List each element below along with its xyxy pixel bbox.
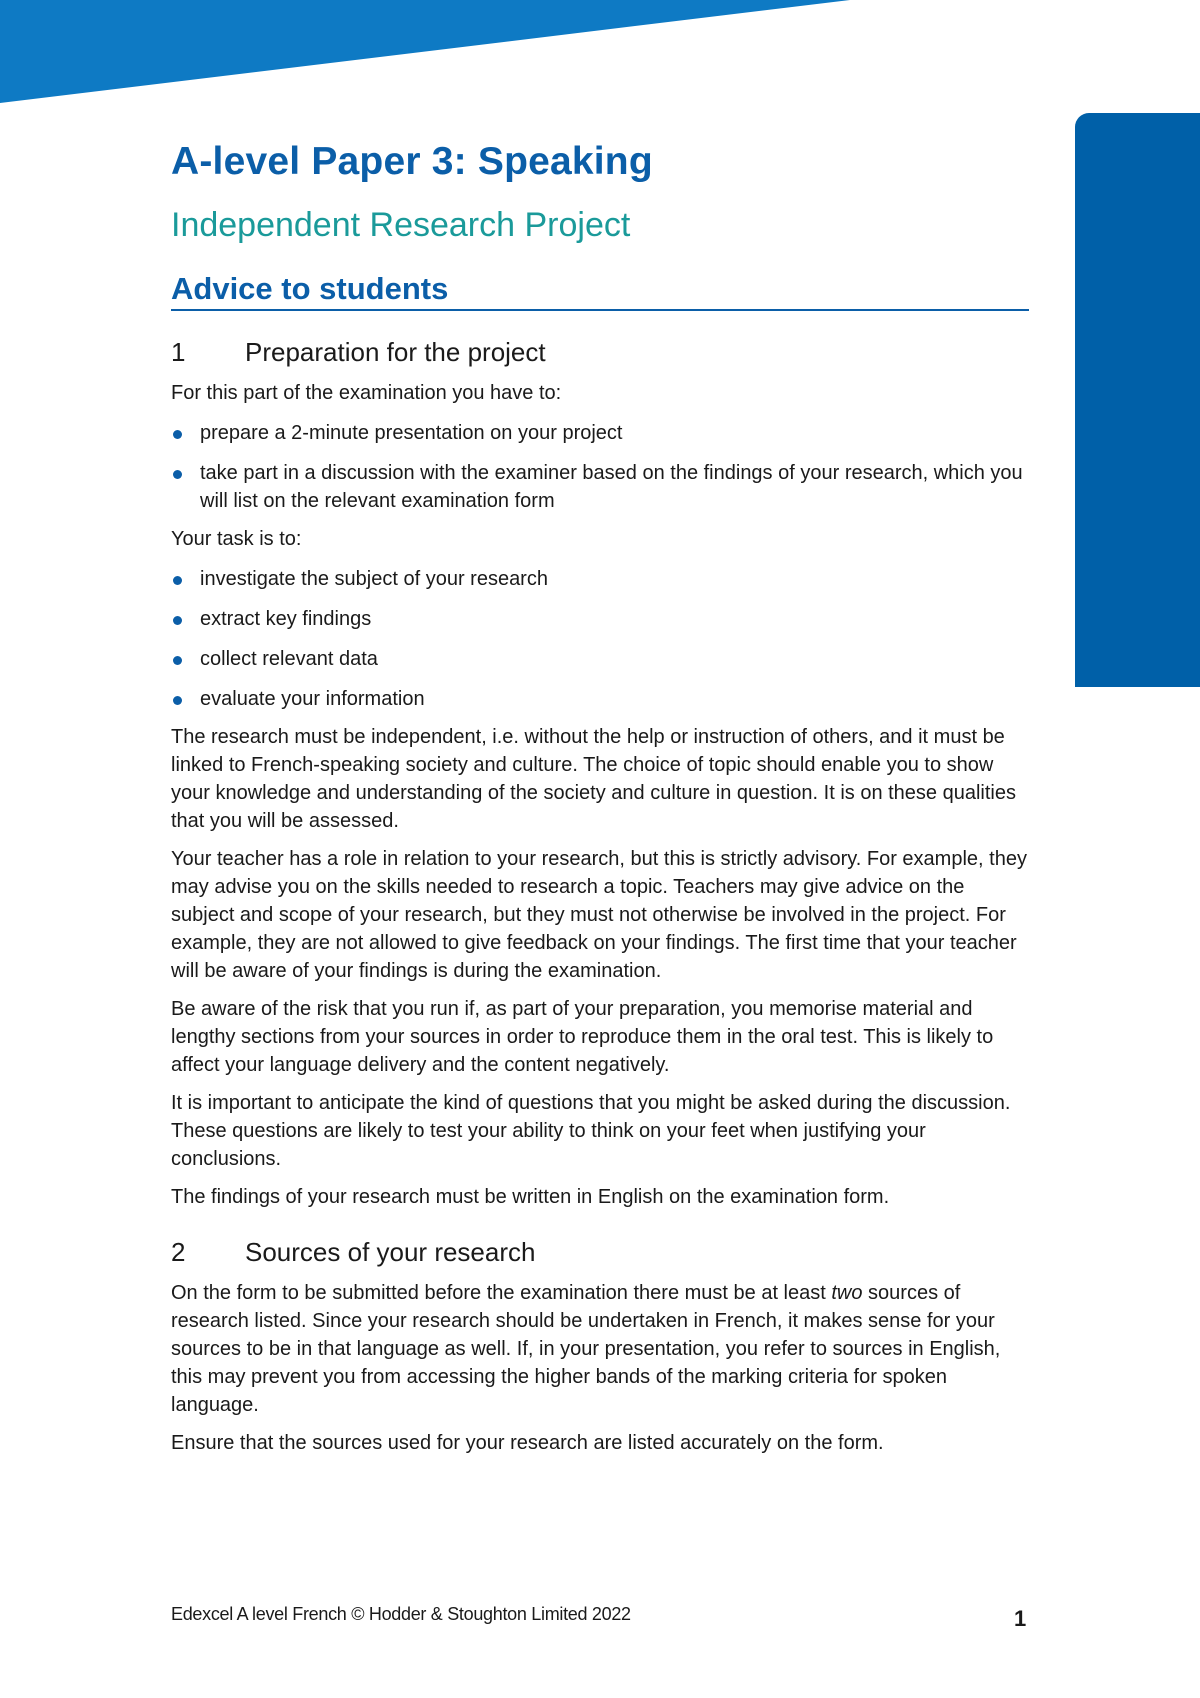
paragraph: The research must be independent, i.e. without the help or instruction of others, and it must be linked to French-speaking society and culture. The choice of topic should enable you to show your knowledge and understanding of the society and culture in question. It is on these qualities that you will be assessed. [171, 726, 1016, 832]
section-heading: Advice to students [171, 271, 1029, 311]
list-item: collect relevant data [171, 645, 1029, 673]
paragraph: On the form to be submitted before the examination there must be at least two sources of research listed. Since your research should be undertaken in French, it makes sense for your sources to be in that language as well. If, in your presentation, you refer to sources in English, this may prevent you from accessing the higher bands of the marking criteria for spoken language. [171, 1282, 1001, 1416]
bullet-icon [173, 430, 182, 439]
bullet-icon [173, 696, 182, 705]
list-item: extract key findings [171, 605, 1029, 633]
list-item: take part in a discussion with the examiner based on the findings of your research, which you will list on the relevant examination form [171, 459, 1029, 515]
document-body [171, 140, 1029, 1457]
exam-requirements-list [171, 419, 1029, 515]
page-number: 1 [1014, 1606, 1027, 1631]
paragraph: Ensure that the sources used for your research are listed accurately on the form. [171, 1432, 884, 1454]
page-title: A-level Paper 3: Speaking [171, 140, 653, 183]
bullet-icon [173, 656, 182, 665]
section-2-heading [171, 1237, 1029, 1268]
bullet-icon [173, 616, 182, 625]
page-subtitle: Independent Research Project [171, 206, 631, 244]
paragraph: Be aware of the risk that you run if, as part of your preparation, you memorise material and lengthy sections from your sources in order to reproduce them in the oral test. This is likely to affect your language delivery and the content negatively. [171, 998, 994, 1076]
bullet-icon [173, 576, 182, 585]
side-tab [1075, 113, 1200, 687]
bullet-icon [173, 470, 182, 479]
paragraph: It is important to anticipate the kind of questions that you might be asked during the discussion. These questions are likely to test your ability to think on your feet when justifying your conclusions. [171, 1092, 1011, 1170]
paragraph: Your teacher has a role in relation to your research, but this is strictly advisory. For example, they may advise you on the skills needed to research a topic. Teachers may give advice on the subject and scope of your research, but they must not otherwise be involved in the project. For example, they are not allowed to give feedback on your findings. The first time that your teacher will be aware of your findings is during the examination. [171, 848, 1027, 982]
header-banner [0, 0, 850, 105]
section-1-number: 1 [171, 337, 186, 367]
section-2-number: 2 [171, 1237, 186, 1267]
task-intro: Your task is to: [171, 528, 302, 550]
task-list [171, 565, 1029, 713]
list-item: evaluate your information [171, 685, 1029, 713]
section-1-heading [171, 337, 1029, 368]
list-item: prepare a 2-minute presentation on your project [171, 419, 1029, 447]
footer-copyright: Edexcel A level French © Hodder & Stoughton Limited 2022 [171, 1604, 631, 1624]
section-2-title: Sources of your research [245, 1237, 536, 1267]
section-1-intro: For this part of the examination you have to: [171, 382, 562, 404]
list-item: investigate the subject of your research [171, 565, 1029, 593]
paragraph: The findings of your research must be written in English on the examination form. [171, 1186, 890, 1208]
section-1-title: Preparation for the project [245, 337, 546, 367]
